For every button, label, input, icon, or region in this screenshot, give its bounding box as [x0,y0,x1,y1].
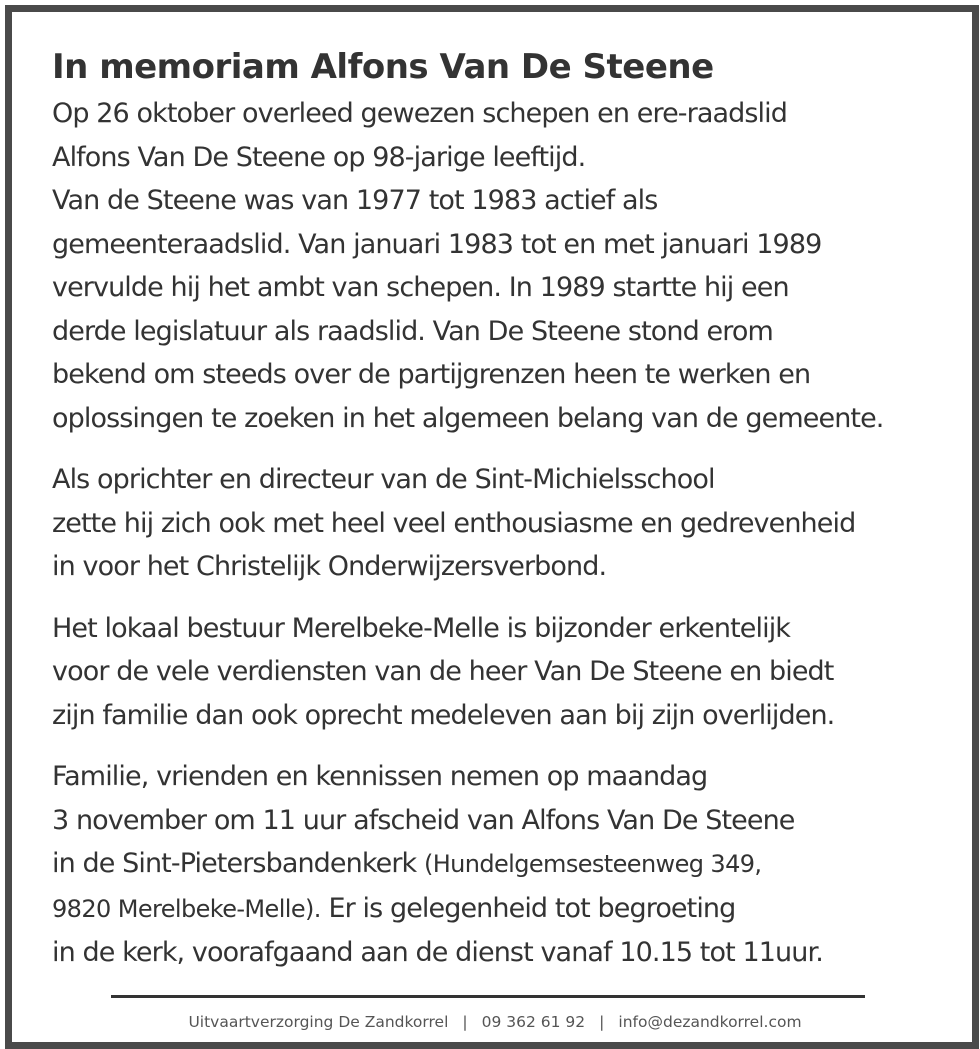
paragraph-condolence [52,607,952,738]
funeral-home-email: info@dezandkorrel.com [618,1013,802,1031]
obituary-content [52,42,952,975]
greeting-info: Er is gelegenheid tot begroeting [320,892,736,924]
text-line: Van de Steene was van 1977 tot 1983 actief als [52,185,658,216]
text-line: Als oprichter en directeur van de Sint-Michielsschool [52,464,715,495]
footer [12,1013,978,1031]
paragraph-funeral [52,755,952,975]
text-line: Alfons Van De Steene op 98-jarige leeftijd. [52,141,586,173]
paragraph-gap [52,440,952,458]
text-line [52,842,952,887]
text-line [52,887,952,932]
text-line: in de kerk, voorafgaand aan de dienst vanaf 10.15 tot 11uur. [52,937,823,968]
paragraph-career [52,92,952,440]
text-line: Familie, vrienden en kennissen nemen op maandag [52,761,708,792]
text-line: 3 november om 11 uur afscheid van Alfons Van De Steene [52,804,795,836]
footer-divider [111,995,865,998]
text-line: bekend om steeds over de partijgrenzen heen te werken en [52,359,811,390]
text-line: in voor het Christelijk Onderwijzersverbond. [52,551,607,582]
text-line: Het lokaal bestuur Merelbeke-Melle is bijzonder erkentelijk [52,612,791,644]
text-line: derde legislatuur als raadslid. Van De Steene stond erom [52,315,773,347]
footer-separator: | [462,1013,468,1031]
funeral-home-phone: 09 362 61 92 [481,1013,586,1031]
paragraph-gap [52,589,952,607]
text-line: vervulde hij het ambt van schepen. In 1989 startte hij een [52,272,789,303]
text-line: zette hij zich ook met heel veel enthousiasme en gedrevenheid [52,507,856,539]
text-line: zijn familie dan ook oprecht medeleven aan bij zijn overlijden. [52,699,835,731]
obituary-frame [5,5,979,1049]
obituary-title: In memoriam Alfons Van De Steene [52,47,714,87]
text-line: oplossingen te zoeken in het algemeen belang van de gemeente. [52,402,884,434]
footer-separator: | [599,1013,605,1031]
paragraph-school [52,458,952,589]
church-name: in de Sint-Pietersbandenkerk [52,848,424,879]
funeral-home-name: Uitvaartverzorging De Zandkorrel [188,1013,449,1031]
paragraph-gap [52,737,952,755]
text-line: voor de vele verdiensten van de heer Van De Steene en biedt [52,656,834,687]
church-address-city: 9820 Merelbeke-Melle). [52,894,321,923]
text-line: gemeenteraadslid. Van januari 1983 tot en met januari 1989 [52,228,822,260]
text-line: Op 26 oktober overleed gewezen schepen en ere-raadslid [52,98,787,129]
church-address-street: (Hundelgemsesteenweg 349, [423,850,762,878]
